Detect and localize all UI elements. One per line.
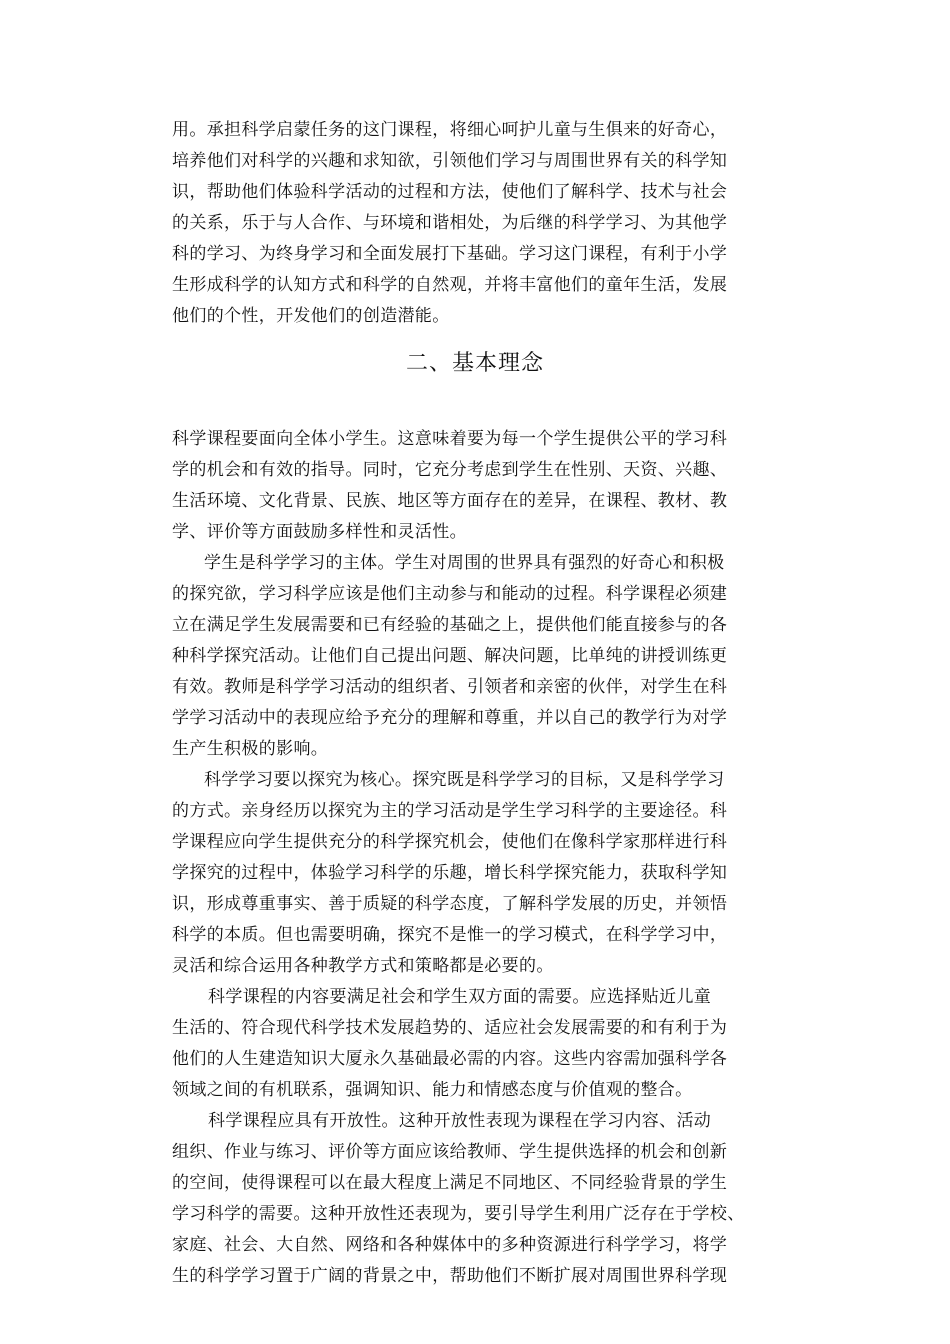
text-line: 灵活和综合运用各种教学方式和策略都是必要的。 — [172, 956, 554, 976]
text-line: 立在满足学生发展需要和已有经验的基础之上，提供他们能直接参与的各 — [172, 615, 728, 635]
text-line: 种科学探究活动。让他们自己提出问题、解决问题，比单纯的讲授训练更 — [172, 646, 728, 666]
text-line: 的方式。亲身经历以探究为主的学习活动是学生学习科学的主要途径。科 — [172, 801, 728, 821]
text-line: 学的机会和有效的指导。同时，它充分考虑到学生在性别、天资、兴趣、 — [172, 460, 728, 480]
text-line: 学学习活动中的表现应给予充分的理解和尊重，并以自己的教学行为对学 — [172, 708, 728, 728]
text-line: 领域之间的有机联系，强调知识、能力和情感态度与价值观的整合。 — [172, 1080, 693, 1100]
text-line: 他们的个性，开发他们的创造潜能。 — [172, 306, 450, 326]
text-line: 科学课程要面向全体小学生。这意味着要为每一个学生提供公平的学习科 — [172, 429, 728, 449]
text-line: 学生是科学学习的主体。学生对周围的世界具有强烈的好奇心和积极 — [204, 553, 725, 573]
text-line: 科学课程应具有开放性。这种开放性表现为课程在学习内容、活动 — [208, 1111, 712, 1131]
text-line: 科学的本质。但也需要明确，探究不是惟一的学习模式，在科学学习中， — [172, 925, 728, 945]
intro-paragraph — [172, 115, 782, 332]
text-line: 的关系，乐于与人合作、与环境和谐相处，为后继的科学学习、为其他学 — [172, 213, 728, 233]
text-line: 的探究欲，学习科学应该是他们主动参与和能动的过程。科学课程必须建 — [172, 584, 728, 604]
text-line: 生活的、符合现代科学技术发展趋势的、适应社会发展需要的和有利于为 — [172, 1018, 728, 1038]
text-line: 生形成科学的认知方式和科学的自然观，并将丰富他们的童年生活，发展 — [172, 275, 728, 295]
text-line: 培养他们对科学的兴趣和求知欲，引领他们学习与周围世界有关的科学知 — [172, 151, 728, 171]
text-line: 识，形成尊重事实、善于质疑的科学态度，了解科学发展的历史，并领悟 — [172, 894, 728, 914]
text-line: 识，帮助他们体验科学活动的过程和方法，使他们了解科学、技术与社会 — [172, 182, 728, 202]
text-line: 的空间，使得课程可以在最大程度上满足不同地区、不同经验背景的学生 — [172, 1173, 728, 1193]
text-line: 学习科学的需要。这种开放性还表现为，要引导学生利用广泛存在于学校、 — [172, 1204, 745, 1224]
text-line: 生产生积极的影响。 — [172, 739, 329, 759]
text-line: 学、评价等方面鼓励多样性和灵活性。 — [172, 522, 467, 542]
text-line: 科学课程的内容要满足社会和学生双方面的需要。应选择贴近儿童 — [208, 987, 712, 1007]
body-text — [172, 424, 782, 1292]
text-line: 科的学习、为终身学习和全面发展打下基础。学习这门课程，有利于小学 — [172, 244, 728, 264]
text-line: 用。承担科学启蒙任务的这门课程，将细心呵护儿童与生俱来的好奇心， — [172, 120, 728, 140]
text-line: 组织、作业与练习、评价等方面应该给教师、学生提供选择的机会和创新 — [172, 1142, 728, 1162]
text-line: 生活环境、文化背景、民族、地区等方面存在的差异，在课程、教材、教 — [172, 491, 728, 511]
text-line: 科学学习要以探究为核心。探究既是科学学习的目标，又是科学学习 — [204, 770, 725, 790]
text-line: 学探究的过程中，体验学习科学的乐趣，增长科学探究能力，获取科学知 — [172, 863, 728, 883]
text-line: 他们的人生建造知识大厦永久基础最必需的内容。这些内容需加强科学各 — [172, 1049, 728, 1069]
text-line: 家庭、社会、大自然、网络和各种媒体中的多种资源进行科学学习，将学 — [172, 1235, 728, 1255]
text-line: 生的科学学习置于广阔的背景之中，帮助他们不断扩展对周围世界科学现 — [172, 1266, 728, 1286]
text-line: 学课程应向学生提供充分的科学探究机会，使他们在像科学家那样进行科 — [172, 832, 728, 852]
text-line: 有效。教师是科学学习活动的组织者、引领者和亲密的伙伴，对学生在科 — [172, 677, 728, 697]
section-heading: 二、基本理念 — [405, 351, 544, 376]
